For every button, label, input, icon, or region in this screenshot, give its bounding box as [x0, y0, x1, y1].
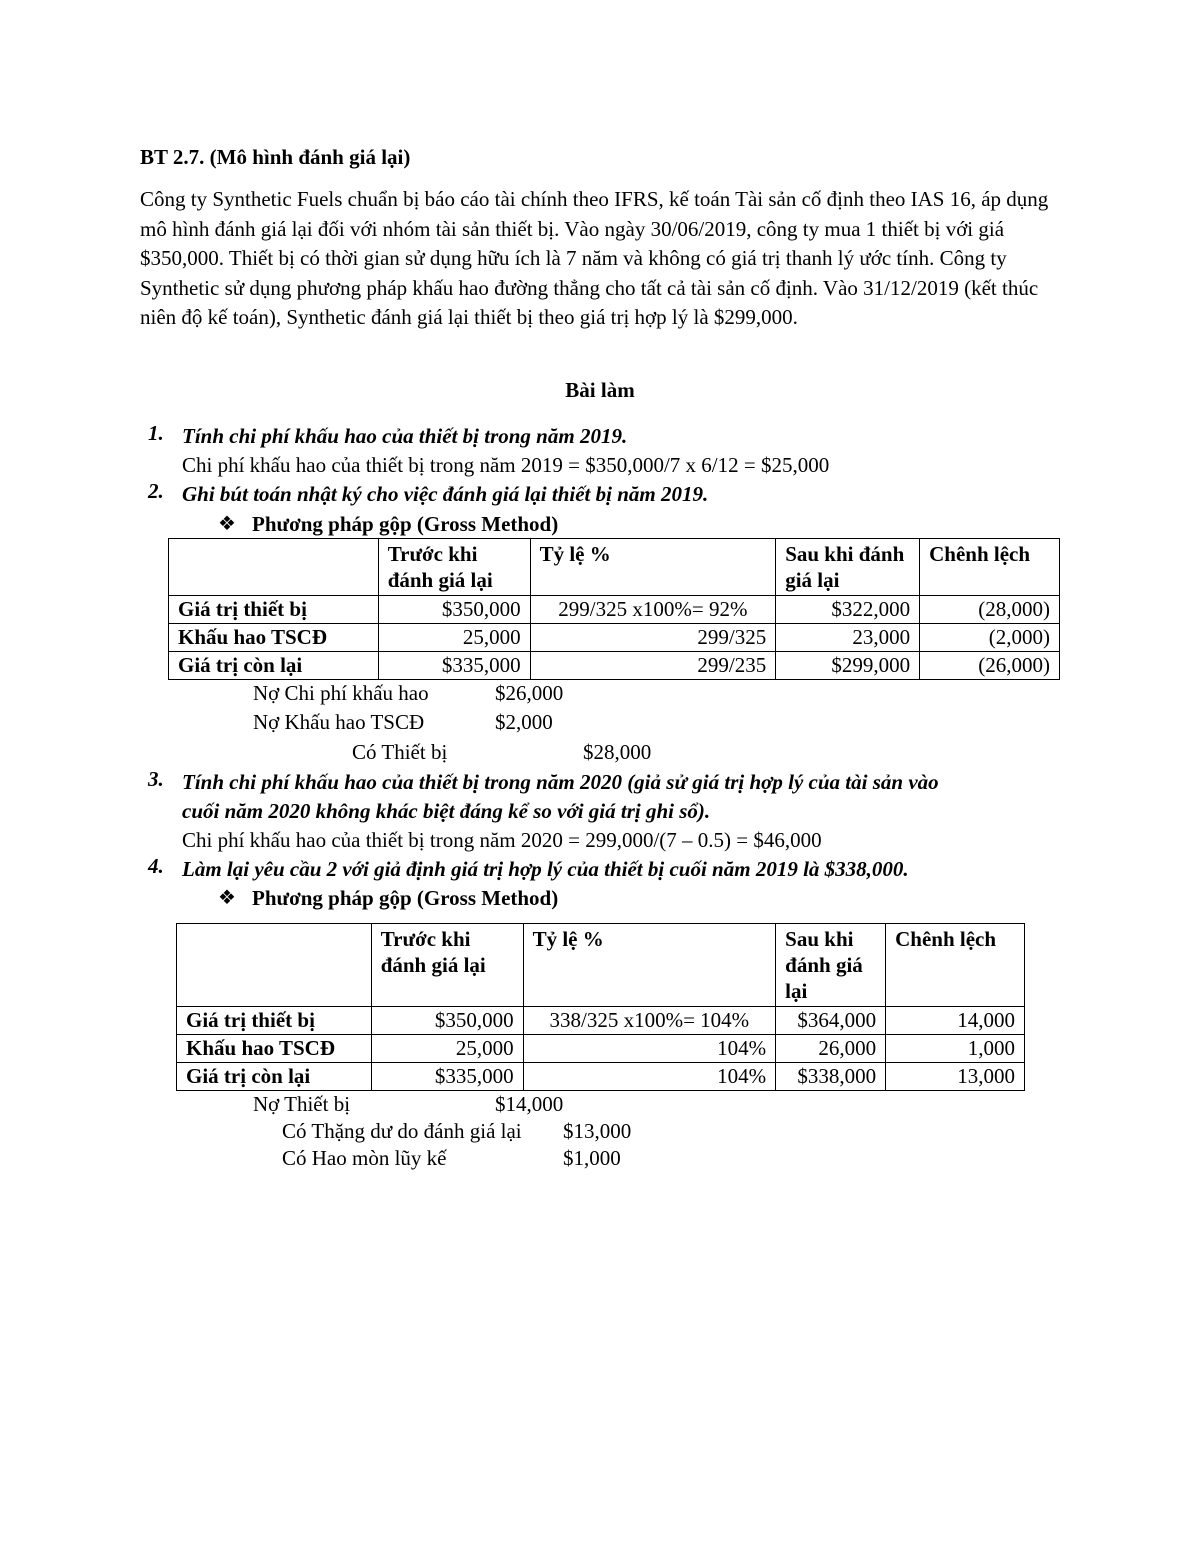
q4-entry-amount: $1,000: [563, 1146, 621, 1170]
q2-entry-label: Có Thiết bị: [352, 740, 448, 764]
q4-entry-label: Nợ Thiết bị: [253, 1092, 351, 1116]
row-label: Giá trị thiết bị: [169, 596, 379, 624]
header-cell: [169, 539, 379, 596]
table-cell: 299/235: [530, 652, 776, 680]
table-cell: 25,000: [378, 624, 530, 652]
q4-number: 4.: [148, 854, 164, 878]
table-cell: 25,000: [371, 1035, 523, 1063]
q2-entry-label: Nợ Chi phí khấu hao: [253, 681, 429, 705]
q4-table: [176, 923, 1025, 1091]
table-row: [169, 652, 1060, 680]
table-cell: $350,000: [378, 596, 530, 624]
q1-number: 1.: [148, 421, 164, 445]
table-cell: $364,000: [776, 1007, 886, 1035]
diamond-bullet-icon: ❖: [218, 887, 236, 909]
table-cell: 104%: [523, 1035, 776, 1063]
q2-text: Ghi bút toán nhật ký cho việc đánh giá lại thiết bị năm 2019.: [182, 482, 709, 506]
header-cell: Chênh lệch: [886, 924, 1025, 1007]
row-label: Giá trị thiết bị: [177, 1007, 372, 1035]
table-header-row: [169, 539, 1060, 596]
q3-number: 3.: [148, 767, 164, 791]
q2-entry-amount: $28,000: [583, 740, 652, 764]
header-cell: [177, 924, 372, 1007]
table-row: [177, 1035, 1025, 1063]
header-cell: Tỷ lệ %: [530, 539, 776, 596]
table-cell: (2,000): [920, 624, 1060, 652]
q3-text-line2: cuối năm 2020 không khác biệt đáng kể so với giá trị ghi sổ).: [182, 799, 711, 823]
exercise-title: BT 2.7. (Mô hình đánh giá lại): [140, 145, 411, 169]
table-cell: (28,000): [920, 596, 1060, 624]
q4-entry-amount: $13,000: [563, 1119, 632, 1143]
header-cell: Trước khi đánh giá lại: [378, 539, 530, 596]
q1-text: Tính chi phí khấu hao của thiết bị trong năm 2019.: [182, 424, 628, 448]
solution-heading: Bài làm: [565, 378, 635, 402]
q4-entry-label: Có Hao mòn lũy kế: [282, 1146, 447, 1170]
q2-method: Phương pháp gộp (Gross Method): [252, 512, 559, 536]
q4-entry-amount: $14,000: [495, 1092, 564, 1116]
table-cell: (26,000): [920, 652, 1060, 680]
table-cell: $350,000: [371, 1007, 523, 1035]
table-cell: 299/325: [530, 624, 776, 652]
table-row: [177, 1063, 1025, 1091]
q3-answer: Chi phí khấu hao của thiết bị trong năm 2020 = 299,000/(7 – 0.5) = $46,000: [182, 828, 822, 852]
table-cell: $299,000: [776, 652, 920, 680]
q2-entry-label: Nợ Khấu hao TSCĐ: [253, 710, 425, 734]
table-cell: $338,000: [776, 1063, 886, 1091]
q4-text: Làm lại yêu cầu 2 với giả định giá trị hợp lý của thiết bị cuối năm 2019 là $338,000.: [182, 857, 909, 881]
q4-method: Phương pháp gộp (Gross Method): [252, 886, 559, 910]
table-cell: 1,000: [886, 1035, 1025, 1063]
table-cell: 23,000: [776, 624, 920, 652]
table-cell: $322,000: [776, 596, 920, 624]
table-cell: 13,000: [886, 1063, 1025, 1091]
table-cell: 14,000: [886, 1007, 1025, 1035]
table-header-row: [177, 924, 1025, 1007]
table-cell: $335,000: [378, 652, 530, 680]
q2-table: [168, 538, 1060, 680]
table-cell: 26,000: [776, 1035, 886, 1063]
table-row: [169, 596, 1060, 624]
table-cell: 338/325 x100%= 104%: [523, 1007, 776, 1035]
q2-entry-amount: $2,000: [495, 710, 553, 734]
table-row: [169, 624, 1060, 652]
row-label: Khấu hao TSCĐ: [177, 1035, 372, 1063]
table-cell: 104%: [523, 1063, 776, 1091]
header-cell: Sau khi đánh giá lại: [776, 539, 920, 596]
q2-number: 2.: [148, 479, 164, 503]
problem-paragraph: Công ty Synthetic Fuels chuẩn bị báo cáo tài chính theo IFRS, kế toán Tài sản cố định theo IAS 16, áp dụng mô hình đánh giá lại đối với nhóm tài sản thiết bị. Vào ngày 30/06/2019, công ty mua 1 thiết bị với giá $350,000. Thiết bị có thời gian sử dụng hữu ích là 7 năm và không có giá trị thanh lý ước tính. Công ty Synthetic sử dụng phương pháp khấu hao đường thẳng cho tất cả tài sản cố định. Vào 31/12/2019 (kết thúc niên độ kế toán), Synthetic đánh giá lại thiết bị theo giá trị hợp lý là $299,000.: [140, 187, 1049, 330]
row-label: Khấu hao TSCĐ: [169, 624, 379, 652]
q4-entry-label: Có Thặng dư do đánh giá lại: [282, 1119, 522, 1143]
table-row: [177, 1007, 1025, 1035]
header-cell: Tỷ lệ %: [523, 924, 776, 1007]
row-label: Giá trị còn lại: [169, 652, 379, 680]
table-cell: 299/325 x100%= 92%: [530, 596, 776, 624]
header-cell: Chênh lệch: [920, 539, 1060, 596]
q2-entry-amount: $26,000: [495, 681, 564, 705]
q1-answer: Chi phí khấu hao của thiết bị trong năm 2019 = $350,000/7 x 6/12 = $25,000: [182, 453, 830, 477]
header-cell: Sau khi đánh giá lại: [776, 924, 886, 1007]
header-cell: Trước khi đánh giá lại: [371, 924, 523, 1007]
diamond-bullet-icon: ❖: [218, 513, 236, 535]
q3-text-line1: Tính chi phí khấu hao của thiết bị trong năm 2020 (giả sử giá trị hợp lý của tài sản vào: [182, 770, 939, 794]
table-cell: $335,000: [371, 1063, 523, 1091]
row-label: Giá trị còn lại: [177, 1063, 372, 1091]
